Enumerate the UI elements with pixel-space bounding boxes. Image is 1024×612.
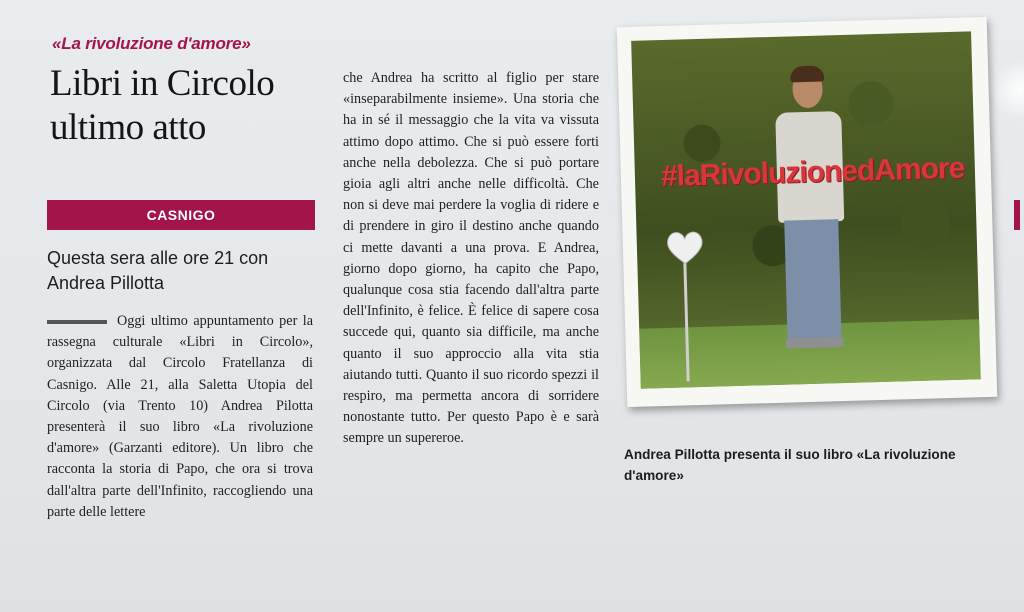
lead-rule-divider [47,320,107,324]
column-1-text: Oggi ultimo appuntamento per la rassegna culturale «Libri in Circolo», organizzata dal Circolo Fratellanza di Casnigo. Alle 21, alla Saletta Utopia del Circolo (via Trento 10) Andrea Pilotta presenterà il suo libro «La rivoluzione d'amore» (Garzanti editore). Un libro che racconta la storia di Papo, che ora si trova dall'altra parte dell'Infinito, raccogliendo una parte delle lettere [47,313,313,520]
article-headline: Libri in Circolo ultimo atto [50,63,275,148]
person-figure [762,69,860,361]
person-shoes [786,337,844,349]
heart-icon [664,229,705,266]
person-hair [790,65,824,82]
location-tag: CASNIGO [47,200,315,230]
photo-caption: Andrea Pillotta presenta il suo libro «La rivoluzione d'amore» [624,447,956,483]
person-legs [784,219,841,340]
article-kicker: «La rivoluzione d'amore» [52,34,251,53]
photo-frame [617,17,997,407]
article-subheadline: Questa sera alle ore 21 con Andrea Pillotta [47,248,269,293]
article-photo [631,31,981,388]
adjacent-accent-bar [1014,200,1020,230]
screen-glare [990,60,1024,120]
article-column-2: che Andrea ha scritto al figlio per stare «inseparabilmente insieme». Una storia che ha in sé il messaggio che la vita va vissuta attimo dopo attimo. Che si può essere forti anche nella debolezza. Che si può portare gioia agli altri anche nelle difficoltà. Che non si deve mai perdere la voglia di ridere e di prendere in giro il destino anche quando ci mette davanti a una prova. E Andrea, giorno dopo giorno, ha capito che Papo, qualunque cosa stia facendo dall'altra parte dell'Infinito, è felice. È felice di sapere cosa succede qui, quanto sia difficile, ma anche quanto il suo approccio alla vita stia aiutando tutti. Quanto il suo ricordo spezzi il respiro, ma permetta ancora di sorridere nonostante tutto. Per questo Papo è e sarà sempre un supereroe. [343,70,599,447]
article-column-1 [47,311,313,523]
hashtag-sign: #laRivoluzionedAmore [660,151,965,194]
